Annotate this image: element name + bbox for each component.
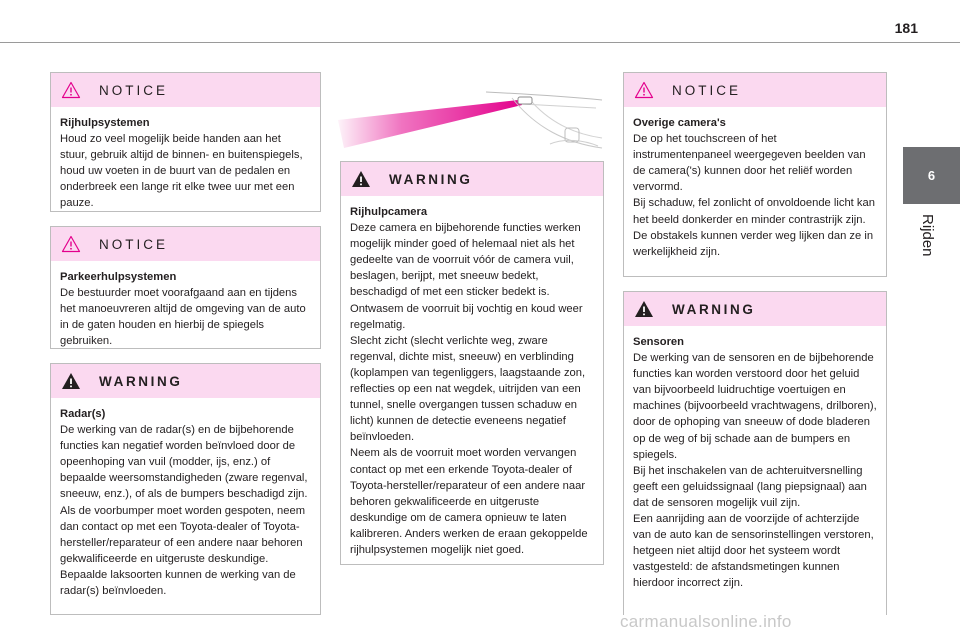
warning-header xyxy=(624,292,886,326)
warning-body xyxy=(624,326,886,592)
warning-text: Een aanrijding aan de voorzijde of achterzijde van de auto kan de sensorinstellingen verstoren, hetgeen niet altijd door het systeem wordt vastgesteld: de afstandsmetingen kunnen hierdoor incorrect zijn. xyxy=(633,513,874,590)
notice-subtitle: Rijhulpsystemen xyxy=(60,117,150,129)
warning-label: WARNING xyxy=(389,171,473,187)
notice-box-parking-aids xyxy=(50,226,321,349)
notice-text: De obstakels kunnen verder weg lijken dan ze in werkelijkheid zijn. xyxy=(633,229,874,258)
warning-triangle-icon xyxy=(351,170,371,188)
warning-text: De werking van de radar(s) en de bijbehorende functies kan negatief worden beïnvloed door de opeenhoping van vuil (modder, ijs, enz.) of bepaalde weersomstandigheden (zware regenval, sneeuw, enz.), of als de bumpers beschadigd zijn. xyxy=(60,424,308,501)
warning-text: Ontwasem de voorruit bij vochtig en koud weer regelmatig. xyxy=(350,302,583,331)
warning-subtitle: Rijhulpcamera xyxy=(350,206,428,218)
warning-box-camera xyxy=(340,161,604,565)
caution-outline-icon xyxy=(61,81,81,99)
caution-outline-icon xyxy=(61,235,81,253)
notice-header xyxy=(51,73,320,107)
warning-label: WARNING xyxy=(672,301,756,317)
chapter-title: Rijden xyxy=(919,214,936,257)
warning-triangle-icon xyxy=(61,372,81,390)
notice-box-other-cameras xyxy=(623,72,887,277)
notice-box-driving-aids xyxy=(50,72,321,212)
notice-header xyxy=(51,227,320,261)
warning-subtitle: Sensoren xyxy=(633,336,684,348)
header-rule xyxy=(0,42,960,43)
warning-text: Deze camera en bijbehorende functies werken mogelijk minder goed of helemaal niet als het gedeelte van de voorruit vóór de camera vuil, beslagen, berijpt, met sneeuw bedekt, beschadigd of met een sticker bedekt is. xyxy=(350,222,581,299)
windshield-camera-illustration xyxy=(336,88,604,152)
warning-text: Slecht zicht (slecht verlichte weg, zware regenval, dichte mist, sneeuw) en verblinding (koplampen van tegenliggers, laagstaande zon, reflecties op een nat wegdek, uitrijden van een tunnel, snelle overgangen tussen schaduw en licht) kunnen de detectie eveneens negatief beïnvloeden. xyxy=(350,334,586,444)
watermark: carmanualsonline.info xyxy=(620,612,792,631)
warning-label: WARNING xyxy=(99,373,183,389)
notice-label: NOTICE xyxy=(672,82,742,98)
warning-header xyxy=(341,162,603,196)
chapter-tab[interactable]: 6 xyxy=(903,147,960,204)
warning-text: Als de voorbumper moet worden gespoten, neem dan contact op met een Toyota-dealer of Toyota-hersteller/reparateur of een andere naar behoren gekwalificeerde en uitgeruste deskundige. Bepaalde laksoorten kunnen de werking van de radar(s) beïnvloeden. xyxy=(60,504,306,598)
caution-outline-icon xyxy=(634,81,654,99)
warning-header xyxy=(51,364,320,398)
warning-triangle-icon xyxy=(634,300,654,318)
notice-label: NOTICE xyxy=(99,82,169,98)
notice-text: Bij schaduw, fel zonlicht of onvoldoende licht kan het beeld donkerder en minder contrastrijk zijn. xyxy=(633,197,875,226)
warning-subtitle: Radar(s) xyxy=(60,408,106,420)
warning-text: De werking van de sensoren en de bijbehorende functies kan worden verstoord door het geluid van bijvoorbeeld luidruchtige voertuigen en machines (bijvoorbeeld vrachtwagens, drilboren), door de ophoping van sneeuw of dode bladeren op de weg of bij schade aan de bumpers en spiegels. xyxy=(633,352,877,461)
notice-label: NOTICE xyxy=(99,236,169,252)
warning-text: Bij het inschakelen van de achteruitversnelling geeft een geluidssignaal (lang piepsignaal) aan dat de sensoren mogelijk vuil zijn. xyxy=(633,464,867,509)
warning-box-sensors xyxy=(623,291,887,615)
notice-text: Houd zo veel mogelijk beide handen aan het stuur, gebruik altijd de binnen- en buitenspiegels, houd uw voeten in de buurt van de pedalen en onderbreek een lange rit elke twee uur met een pauze. xyxy=(60,133,303,210)
warning-body xyxy=(51,398,320,599)
warning-box-radars xyxy=(50,363,321,615)
notice-header xyxy=(624,73,886,107)
notice-body xyxy=(51,261,320,349)
notice-body xyxy=(624,107,886,260)
warning-text: Neem als de voorruit moet worden vervangen contact op met een erkende Toyota-dealer of Toyota-hersteller/reparateur of een andere naar behoren gekwalificeerde en uitgeruste deskundige om de camera opnieuw te laten kalibreren. Anders werken de eraan gekoppelde rijhulpsystemen mogelijk niet goed. xyxy=(350,447,588,556)
notice-body xyxy=(51,107,320,212)
notice-text: De op het touchscreen of het instrumentenpaneel weergegeven beelden van de camera('s) kunnen door het reliëf worden vervormd. xyxy=(633,133,866,194)
warning-body xyxy=(341,196,603,558)
notice-subtitle: Parkeerhulpsystemen xyxy=(60,271,177,283)
page-number: 181 xyxy=(894,20,918,36)
notice-subtitle: Overige camera's xyxy=(633,117,726,129)
notice-text: De bestuurder moet voorafgaand aan en tijdens het manoeuvreren altijd de omgeving van de auto in de gaten houden en hierbij de spiegels gebruiken. xyxy=(60,287,306,348)
